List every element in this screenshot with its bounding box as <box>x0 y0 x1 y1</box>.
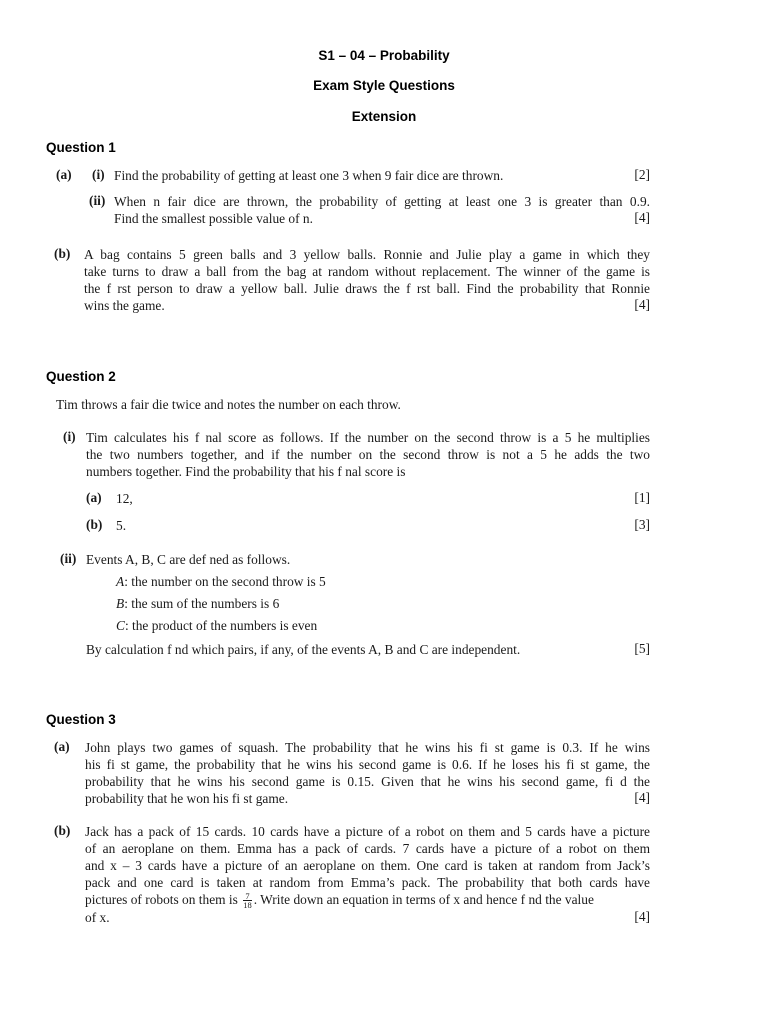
q3-part-a-line: his fi st game, the probability that he wins his second game is 0.6. If he loses his fi st game, the <box>85 757 650 772</box>
q1-part-a-label: (a) <box>56 167 72 182</box>
q1-part-b-line: the f rst person to draw a yellow ball. Julie draws the f rst ball. Find the probability that Ronnie <box>84 281 650 296</box>
q2-part-ii-marks: [5] <box>634 641 650 656</box>
q3-part-b-marks: [4] <box>634 909 650 924</box>
q1-part-b-marks: [4] <box>634 297 650 312</box>
document-title: S1 – 04 – Probability <box>318 48 450 63</box>
q2-part-ib-label: (b) <box>86 517 103 532</box>
q1-part-b-line: wins the game. <box>84 298 165 313</box>
q2-part-ia-label: (a) <box>86 490 102 505</box>
q2-part-ib-text: 5. <box>116 518 127 533</box>
q2-part-ii-intro: Events A, B, C are def ned as follows. <box>86 552 291 567</box>
q2-part-i-label: (i) <box>63 429 76 444</box>
q3-part-b-line: and x – 3 cards have a picture of an aeroplane on them. One card is taken at random from Jack’s <box>85 858 650 873</box>
q3-part-a-line: probability that he wins his second game is 0.15. Given that he wins his second game, fi d the <box>85 774 650 789</box>
q1-part-ai-text: Find the probability of getting at least one 3 when 9 fair dice are thrown. <box>114 168 504 183</box>
event-a-description: : the number on the second throw is 5 <box>124 574 326 589</box>
q2-part-i-line: Tim calculates his f nal score as follows. If the number on the second throw is a 5 he multiplies <box>86 430 650 445</box>
event-b-description: : the sum of the numbers is 6 <box>124 596 280 611</box>
q3-part-a-line: probability that he won his fi st game. <box>85 791 289 806</box>
q3-part-b-line: of an aeroplane on them. Emma has a pack of cards. 7 cards have a picture of a robot on them <box>85 841 650 856</box>
fraction-numerator: 7 <box>243 892 252 901</box>
q1-part-aii-label: (ii) <box>89 193 106 208</box>
q2-part-ii-closing: By calculation f nd which pairs, if any, of the events A, B and C are independent. <box>86 642 521 657</box>
document-subtitle: Exam Style Questions <box>313 78 455 93</box>
question-3-title: Question 3 <box>46 712 116 727</box>
event-c-description: : the product of the numbers is even <box>124 618 318 633</box>
q3-part-b-line: of x. <box>85 910 110 925</box>
q3-part-b-line: pack and one card is taken at random from Emma’s pack. The probability that both cards have <box>85 875 650 890</box>
q2-event-c <box>116 617 317 634</box>
q3-part-b-line-fraction <box>85 891 594 909</box>
q3-part-a-line: John plays two games of squash. The probability that he wins his fi st game is 0.3. If he wins <box>85 740 650 755</box>
q2-part-ib-marks: [3] <box>634 517 650 532</box>
fraction-denominator: 18 <box>243 900 252 911</box>
q3-part-b-label: (b) <box>54 823 71 838</box>
q2-part-i-line: numbers together. Find the probability that his f nal score is <box>86 464 406 479</box>
event-b-symbol: B <box>116 596 125 611</box>
q1-part-aii-line: When n fair dice are thrown, the probability of getting at least one 3 is greater than 0.9. <box>114 194 650 209</box>
q1-part-ai-label: (i) <box>92 167 105 182</box>
q1-part-aii-line: Find the smallest possible value of n. <box>114 211 313 226</box>
q1-part-b-line: A bag contains 5 green balls and 3 yellow balls. Ronnie and Julie play a game in which they <box>84 247 650 262</box>
document-level: Extension <box>351 109 417 124</box>
q1-part-b-label: (b) <box>54 246 71 261</box>
event-c-symbol: C <box>116 618 125 633</box>
q1-part-ai-marks: [2] <box>634 167 650 182</box>
q3-part-a-marks: [4] <box>634 790 650 805</box>
q1-part-aii-marks: [4] <box>634 210 650 225</box>
q3-part-b-line-pre: pictures of robots on them is <box>85 892 238 907</box>
q2-part-i-line: the two numbers together, and if the number on the second throw is not a 5 he adds the two <box>86 447 650 462</box>
q2-part-ii-label: (ii) <box>60 551 77 566</box>
q2-event-b <box>116 595 279 612</box>
q2-intro: Tim throws a fair die twice and notes the number on each throw. <box>56 397 401 412</box>
q2-event-a <box>116 573 326 590</box>
event-a-symbol: A <box>116 574 125 589</box>
fraction <box>243 892 252 909</box>
question-1-title: Question 1 <box>46 140 116 155</box>
q3-part-a-label: (a) <box>54 739 70 754</box>
q2-part-ia-text: 12, <box>116 491 133 506</box>
q3-part-b-line: Jack has a pack of 15 cards. 10 cards have a picture of a robot on them and 5 cards have a picture <box>85 824 650 839</box>
question-2-title: Question 2 <box>46 369 116 384</box>
q2-part-ia-marks: [1] <box>634 490 650 505</box>
q1-part-b-line: take turns to draw a ball from the bag at random without replacement. The winner of the game is <box>84 264 650 279</box>
q3-part-b-line-post: . Write down an equation in terms of x and hence f nd the value <box>253 892 594 907</box>
